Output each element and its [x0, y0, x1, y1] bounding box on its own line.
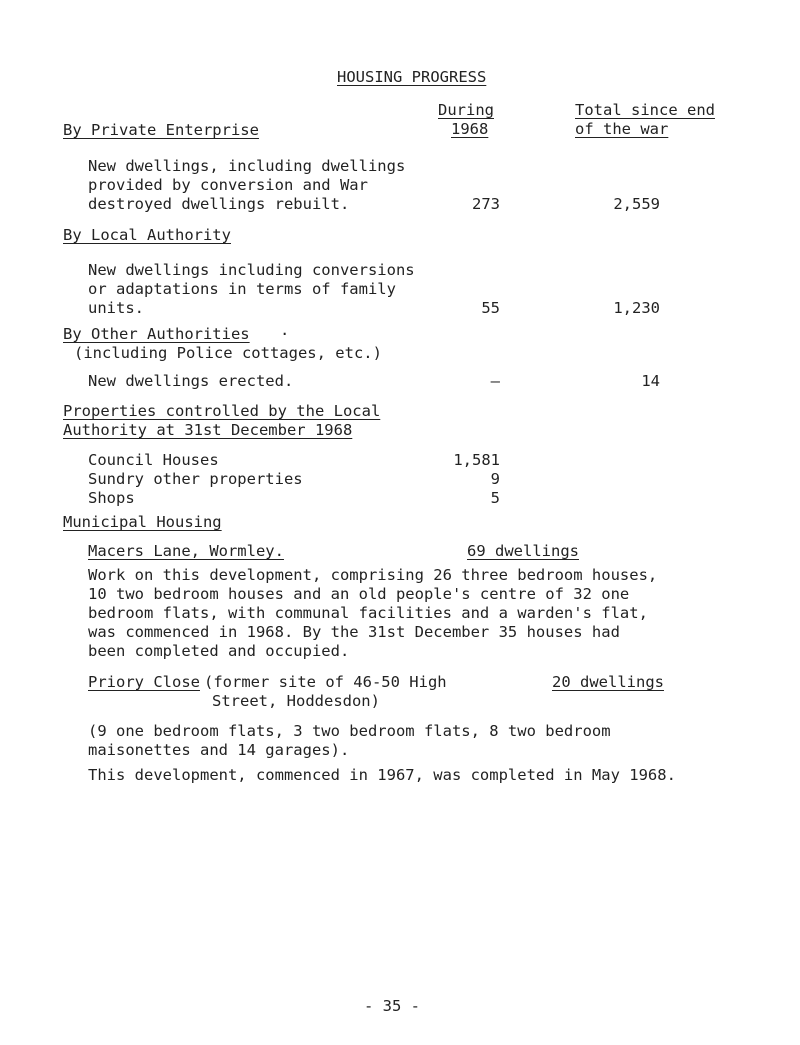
paragraph-line: Work on this development, comprising 26 three bedroom houses,: [88, 566, 658, 584]
property-row-value: 9: [490, 470, 500, 488]
paragraph-line: bedroom flats, with communal facilities and a warden's flat,: [88, 604, 648, 622]
section-heading-municipal: Municipal Housing: [63, 513, 222, 531]
column-header-during: During: [438, 101, 494, 119]
section-heading-other-authorities: By Other Authorities: [63, 325, 250, 343]
text-line: New dwellings, including dwellings: [88, 157, 406, 175]
paragraph-line: maisonettes and 14 garages).: [88, 741, 350, 759]
paragraph-line: was commenced in 1968. By the 31st December 35 houses had: [88, 623, 620, 641]
priory-close-subtitle: (former site of 46-50 High: [204, 673, 447, 691]
other-during-value: –: [490, 372, 500, 390]
paragraph-line: (9 one bedroom flats, 3 two bedroom flats, 8 two bedroom: [88, 722, 611, 740]
local-total-value: 1,230: [613, 299, 660, 317]
text-line: New dwellings including conversions: [88, 261, 415, 279]
property-row-value: 1,581: [453, 451, 500, 469]
text-line: New dwellings erected.: [88, 372, 294, 390]
section-heading-private: By Private Enterprise: [63, 121, 259, 139]
text-line: or adaptations in terms of family: [88, 280, 396, 298]
page-number: - 35 -: [364, 997, 420, 1015]
private-total-value: 2,559: [613, 195, 660, 213]
macers-lane-title: Macers Lane, Wormley.: [88, 542, 284, 560]
section-heading-properties: Properties controlled by the Local: [63, 402, 381, 420]
private-during-value: 273: [472, 195, 500, 213]
section-heading-local-authority: By Local Authority: [63, 226, 231, 244]
priory-close-count: 20 dwellings: [552, 673, 664, 691]
heading-mark: ·: [280, 325, 290, 343]
column-header-total: Total since end: [575, 101, 715, 119]
property-row-label: Sundry other properties: [88, 470, 303, 488]
text-line: provided by conversion and War: [88, 176, 368, 194]
section-heading-properties-line2: Authority at 31st December 1968: [63, 421, 353, 439]
property-row-label: Shops: [88, 489, 135, 507]
column-header-during-year: 1968: [451, 120, 489, 138]
paragraph-line: 10 two bedroom houses and an old people's centre of 32 one: [88, 585, 630, 603]
priory-close-subtitle-line2: Street, Hoddesdon): [212, 692, 380, 710]
paragraph-line: been completed and occupied.: [88, 642, 350, 660]
macers-lane-count: 69 dwellings: [467, 542, 579, 560]
column-header-total-line2: of the war: [575, 120, 669, 138]
priory-close-title: Priory Close: [88, 673, 200, 691]
text-line: units.: [88, 299, 144, 317]
page-title: HOUSING PROGRESS: [337, 68, 487, 86]
other-authorities-note: (including Police cottages, etc.): [74, 344, 382, 362]
paragraph-line: This development, commenced in 1967, was completed in May 1968.: [88, 766, 676, 784]
local-during-value: 55: [481, 299, 500, 317]
text-line: destroyed dwellings rebuilt.: [88, 195, 350, 213]
other-total-value: 14: [641, 372, 660, 390]
property-row-value: 5: [490, 489, 500, 507]
property-row-label: Council Houses: [88, 451, 219, 469]
